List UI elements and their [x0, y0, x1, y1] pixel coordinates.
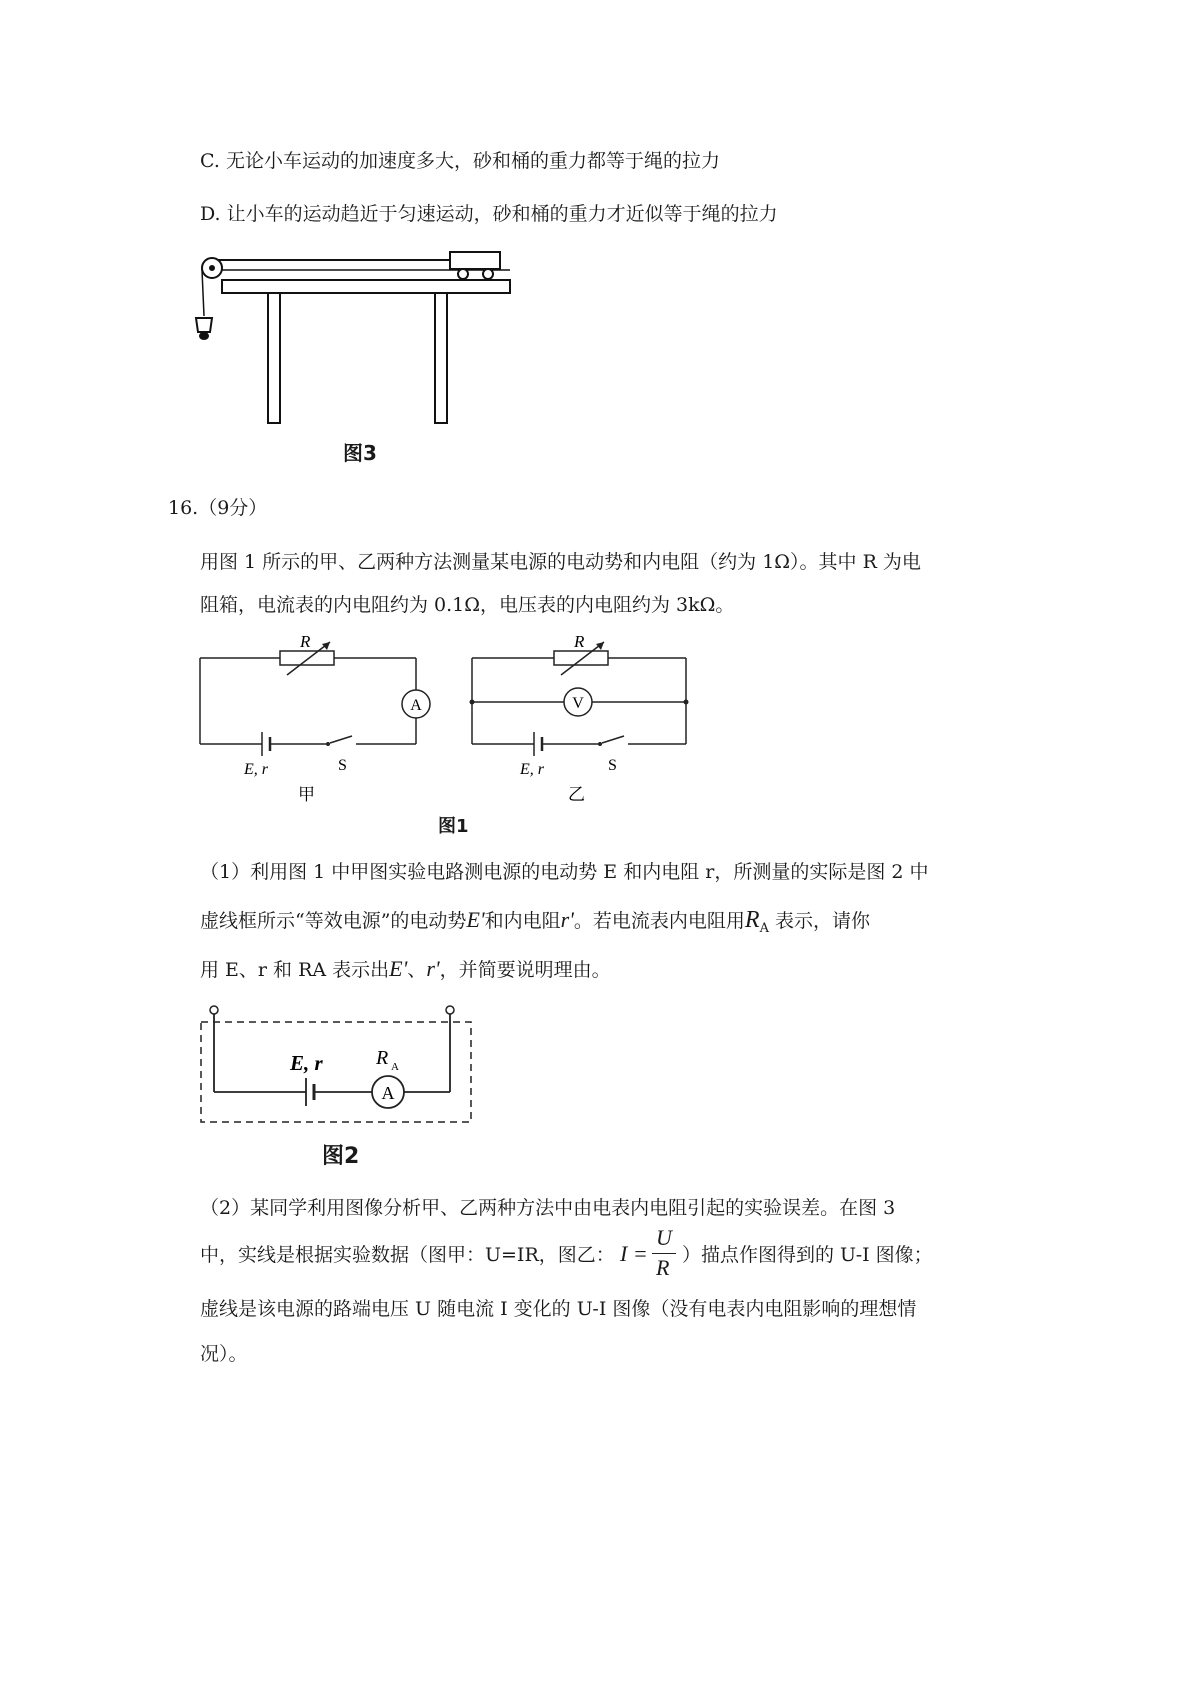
fig2-ra-label: R [376, 1047, 389, 1069]
fig1-left-caption: 甲 [298, 785, 315, 804]
q16-intro-line2: 阻箱，电流表的内电阻约为 0.1Ω，电压表的内电阻约为 3kΩ。 [200, 594, 735, 616]
fig1-left-circuit [200, 642, 430, 756]
option-d: D. 让小车的运动趋近于匀速运动，砂和桶的重力才近似等于绳的拉力 [200, 203, 778, 225]
part1-line3 [200, 955, 611, 982]
part1-line2-b: 和内电阻 [484, 910, 561, 932]
part1-r-prime: r' [560, 907, 574, 932]
part2-line2 [200, 1240, 615, 1267]
fig3-caption: 图3 [343, 441, 377, 465]
part1-ra-subscript: A [759, 920, 769, 936]
fig1-right-meter: V [572, 695, 584, 712]
fig1-left-source: E, r [244, 761, 268, 778]
fig1-caption: 图1 [438, 816, 469, 837]
fig2-caption: 图2 [322, 1144, 360, 1169]
part2-line3: 虚线是该电源的路端电压 U 随电流 I 变化的 U-I 图像（没有电表内电阻影响的理想情 [200, 1298, 917, 1320]
part1-line3-emf-prime: E' [389, 956, 408, 981]
option-c: C. 无论小车运动的加速度多大，砂和桶的重力都等于绳的拉力 [200, 150, 720, 172]
part1-line3-b: ，并简要说明理由。 [439, 959, 611, 981]
part1-ra-symbol: R [744, 907, 760, 933]
part2-formula-lhs: I = [620, 1241, 648, 1266]
fig1-right-switch: S [608, 757, 617, 774]
part2-line2-b: ）描点作图得到的 U-I 图像； [682, 1244, 933, 1266]
part2-formula-denominator: R [656, 1255, 670, 1280]
fig1-left-switch: S [338, 757, 347, 774]
part1-line3-r-prime: r' [426, 956, 440, 981]
fig1-left-meter: A [410, 697, 422, 714]
q16-header: 16.（9分） [168, 497, 268, 519]
fig2-source-label: E, r [290, 1051, 323, 1075]
fig1-right-source: E, r [520, 761, 544, 778]
part1-line3-sep: 、 [407, 959, 427, 981]
fig2-equivalent-source [196, 1000, 476, 1140]
fig1-right-r-label: R [574, 632, 585, 651]
fig1-left-r-label: R [300, 632, 311, 651]
part2-line1: （2）某同学利用图像分析甲、乙两种方法中由电表内电阻引起的实验误差。在图 3 [200, 1197, 896, 1219]
part2-line4: 况）。 [200, 1343, 248, 1365]
fig2-ra-subscript: A [391, 1061, 399, 1073]
part1-line2-a: 虚线框所示“等效电源”的电动势 [200, 910, 467, 932]
part2-line2-a: 中，实线是根据实验数据（图甲：U=IR，图乙： [200, 1244, 615, 1266]
part1-line2-d: 表示，请你 [768, 910, 871, 932]
part1-emf-prime: E' [466, 907, 485, 932]
fig2-meter: A [381, 1083, 395, 1103]
part1-line1: （1）利用图 1 中甲图实验电路测电源的电动势 E 和内电阻 r，所测量的实际是图 2 中 [200, 861, 929, 883]
part2-formula-bar [652, 1253, 676, 1254]
part1-line3-a: 用 E、r 和 RA 表示出 [200, 959, 390, 981]
q16-intro-line1: 用图 1 所示的甲、乙两种方法测量某电源的电动势和内电阻（约为 1Ω）。其中 R 为电 [200, 551, 921, 573]
part1-line2-c: 。若电流表内电阻用 [573, 910, 745, 932]
part1-line2 [200, 906, 870, 936]
part2-formula-numerator: U [656, 1225, 672, 1250]
fig1-right-caption: 乙 [568, 785, 585, 804]
fig1-circuits [190, 630, 710, 804]
fig3-apparatus [190, 246, 530, 436]
